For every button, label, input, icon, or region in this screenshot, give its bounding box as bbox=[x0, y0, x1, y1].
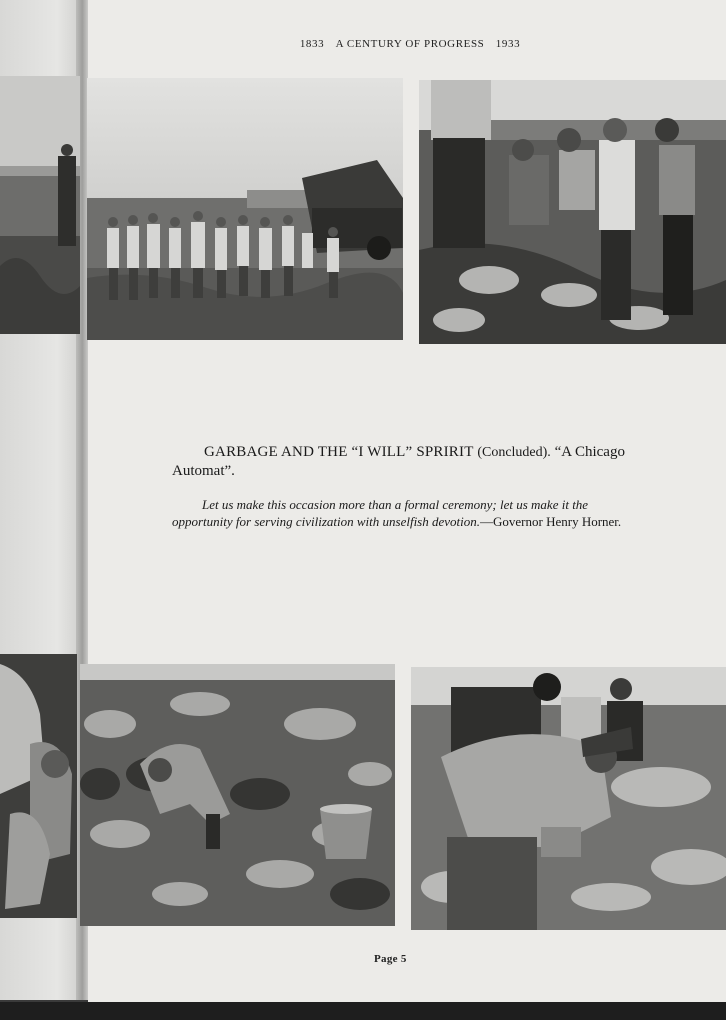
photo-man-with-hat bbox=[411, 667, 726, 930]
page-number: Page 5 bbox=[374, 953, 407, 965]
quote bbox=[172, 496, 650, 530]
photo-man-with-bucket bbox=[80, 664, 395, 926]
caption-title: GARBAGE AND THE “I WILL” SPRIRIT bbox=[204, 444, 474, 460]
header-title: A CENTURY OF PROGRESS bbox=[335, 38, 485, 50]
bottom-shadow bbox=[0, 1002, 726, 1020]
left-strip-photo-bottom bbox=[0, 654, 77, 918]
running-header bbox=[260, 38, 560, 50]
quote-text: Let us make this occasion more than a formal ceremony; let us make it the opportunity for serving civilization with unselfish devotion. bbox=[172, 497, 589, 529]
caption-subtitle: “A Chicago Automat”. bbox=[172, 444, 625, 479]
header-year-end: 1933 bbox=[495, 38, 521, 50]
caption-concluded: (Concluded). bbox=[477, 445, 551, 460]
photo-crowd-dump-truck bbox=[87, 78, 403, 340]
left-strip-photo-top bbox=[0, 76, 80, 334]
header-year-start: 1833 bbox=[299, 38, 325, 50]
quote-attribution: —Governor Henry Horner. bbox=[480, 514, 622, 529]
photo-boys-scavenging bbox=[419, 80, 726, 344]
caption bbox=[172, 443, 650, 480]
